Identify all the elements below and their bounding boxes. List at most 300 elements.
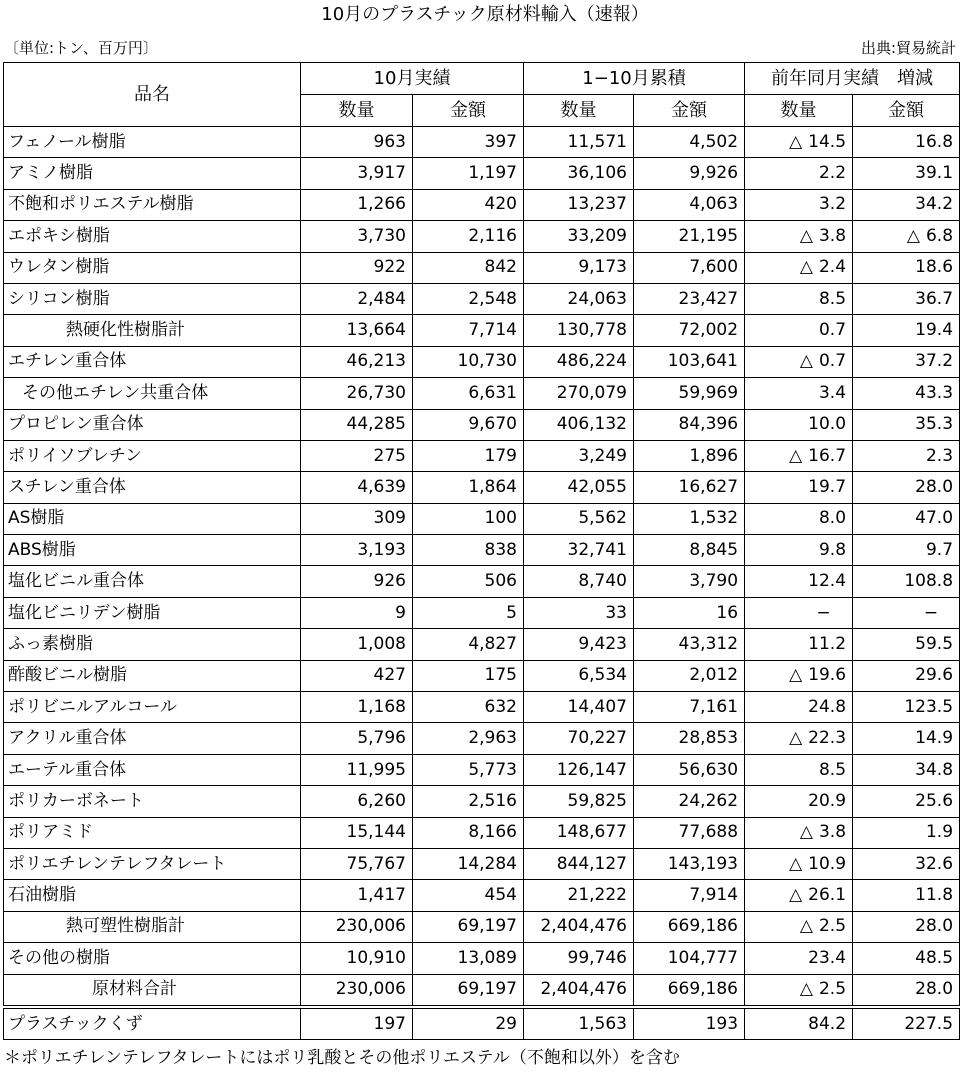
- change-value: 19.4: [915, 320, 954, 341]
- cumulative-amount-cell: 24,262: [634, 786, 745, 817]
- change-value: 26.1: [808, 885, 847, 906]
- item-name-cell: 熱硬化性樹脂計: [4, 315, 301, 346]
- month-quantity-cell: 46,213: [301, 346, 413, 377]
- month-amount-cell: 2,963: [413, 723, 524, 754]
- month-quantity-cell: 13,664: [301, 315, 413, 346]
- cumulative-quantity-cell: 33: [524, 597, 634, 628]
- change-amount-cell: [853, 817, 960, 848]
- change-quantity-cell: [745, 283, 853, 314]
- month-amount-cell: 13,089: [413, 943, 524, 974]
- change-amount-cell: [853, 535, 960, 566]
- change-amount-cell: [853, 911, 960, 942]
- month-amount-cell: 2,116: [413, 221, 524, 252]
- change-value: 8.0: [818, 508, 847, 529]
- change-quantity-cell: [745, 535, 853, 566]
- month-quantity-cell: 1,266: [301, 189, 413, 220]
- change-value: 8.5: [818, 759, 847, 780]
- change-amount-cell: [853, 597, 960, 628]
- change-quantity-cell: [745, 660, 853, 691]
- month-amount-cell: 842: [413, 252, 524, 283]
- change-amount-cell: [853, 472, 960, 503]
- decrease-mark: △: [789, 131, 803, 152]
- change-value: 14.5: [808, 131, 847, 152]
- table-row: [4, 911, 960, 942]
- table-row: [4, 189, 960, 220]
- change-value: 19.6: [808, 665, 847, 686]
- change-value: 2.5: [818, 979, 847, 1000]
- change-quantity-cell: [745, 880, 853, 911]
- item-name-cell: 酢酸ビニル樹脂: [4, 660, 301, 691]
- change-value: 20.9: [808, 790, 847, 811]
- cumulative-amount-cell: 143,193: [634, 848, 745, 879]
- change-amount-cell: [853, 848, 960, 879]
- item-name-cell: 原材料合計: [4, 974, 301, 1007]
- cumulative-quantity-cell: 126,147: [524, 754, 634, 785]
- change-value: 108.8: [904, 571, 954, 592]
- cumulative-quantity-cell: 2,404,476: [524, 911, 634, 942]
- cumulative-quantity-cell: 2,404,476: [524, 974, 634, 1007]
- change-quantity-cell: [745, 848, 853, 879]
- cumulative-amount-cell: 21,195: [634, 221, 745, 252]
- cumulative-amount-cell: 77,688: [634, 817, 745, 848]
- cumulative-quantity-cell: 486,224: [524, 346, 634, 377]
- change-value: 9.7: [925, 539, 954, 560]
- change-amount-cell: [853, 252, 960, 283]
- cumulative-quantity-cell: 6,534: [524, 660, 634, 691]
- cumulative-quantity-cell: 9,423: [524, 629, 634, 660]
- change-amount-cell: [853, 1007, 960, 1040]
- change-amount-cell: [853, 189, 960, 220]
- item-name-cell: ポリアミド: [4, 817, 301, 848]
- month-quantity-cell: 1,008: [301, 629, 413, 660]
- table-row: [4, 346, 960, 377]
- cumulative-amount-cell: 9,926: [634, 158, 745, 189]
- month-quantity-cell: 275: [301, 440, 413, 471]
- change-value: 28.0: [915, 916, 954, 937]
- footnote: ＊ポリエチレンテレフタレートにはポリ乳酸とその他ポリエステル（不飽和以外）を含む: [4, 1048, 680, 1068]
- change-value: 47.0: [915, 508, 954, 529]
- change-value: 43.3: [915, 382, 954, 403]
- item-name-cell: ふっ素樹脂: [4, 629, 301, 660]
- change-value: 19.7: [808, 476, 847, 497]
- change-value: 3.8: [818, 822, 847, 843]
- month-quantity-cell: 197: [301, 1007, 413, 1040]
- change-value: 11.8: [915, 885, 954, 906]
- table-row: [4, 127, 960, 158]
- decrease-mark: △: [799, 916, 813, 937]
- month-quantity-cell: 427: [301, 660, 413, 691]
- source-note: 出典:貿易統計: [860, 39, 956, 57]
- table-row: [4, 660, 960, 691]
- change-amount-cell: [853, 440, 960, 471]
- header-amount: 金額: [853, 95, 960, 127]
- change-value: 0.7: [818, 351, 847, 372]
- change-value: 28.0: [915, 476, 954, 497]
- change-amount-cell: [853, 409, 960, 440]
- table-row: [4, 786, 960, 817]
- change-amount-cell: [853, 283, 960, 314]
- month-amount-cell: 2,516: [413, 786, 524, 817]
- item-name-cell: フェノール樹脂: [4, 127, 301, 158]
- header-quantity: 数量: [745, 95, 853, 127]
- month-amount-cell: 8,166: [413, 817, 524, 848]
- month-amount-cell: 5,773: [413, 754, 524, 785]
- change-value: 34.2: [915, 194, 954, 215]
- change-value: 11.2: [808, 633, 847, 654]
- table-row: [4, 597, 960, 628]
- item-name-cell: エチレン重合体: [4, 346, 301, 377]
- cumulative-quantity-cell: 130,778: [524, 315, 634, 346]
- month-amount-cell: 5: [413, 597, 524, 628]
- change-value: 16.8: [915, 131, 954, 152]
- decrease-mark: △: [789, 445, 803, 466]
- change-quantity-cell: [745, 315, 853, 346]
- change-quantity-cell: [745, 692, 853, 723]
- cumulative-amount-cell: 103,641: [634, 346, 745, 377]
- header-quantity: 数量: [524, 95, 634, 127]
- decrease-mark: △: [799, 225, 813, 246]
- change-value: 34.8: [915, 759, 954, 780]
- change-amount-cell: [853, 158, 960, 189]
- change-value: 18.6: [915, 257, 954, 278]
- change-quantity-cell: [745, 1007, 853, 1040]
- cumulative-amount-cell: 7,600: [634, 252, 745, 283]
- month-amount-cell: 838: [413, 535, 524, 566]
- month-quantity-cell: 922: [301, 252, 413, 283]
- cumulative-quantity-cell: 9,173: [524, 252, 634, 283]
- table-row: [4, 158, 960, 189]
- change-amount-cell: [853, 221, 960, 252]
- item-name-cell: ポリイソブレチン: [4, 440, 301, 471]
- month-quantity-cell: 75,767: [301, 848, 413, 879]
- header-quantity: 数量: [301, 95, 413, 127]
- month-quantity-cell: 26,730: [301, 378, 413, 409]
- change-value: 23.4: [808, 947, 847, 968]
- change-quantity-cell: [745, 346, 853, 377]
- cumulative-amount-cell: 84,396: [634, 409, 745, 440]
- cumulative-amount-cell: 4,502: [634, 127, 745, 158]
- change-value: 29.6: [915, 665, 954, 686]
- change-value: 24.8: [808, 696, 847, 717]
- cumulative-quantity-cell: 270,079: [524, 378, 634, 409]
- cumulative-amount-cell: 43,312: [634, 629, 745, 660]
- change-value: 35.3: [915, 414, 954, 435]
- cumulative-amount-cell: 1,532: [634, 503, 745, 534]
- month-quantity-cell: 963: [301, 127, 413, 158]
- change-value: 2.5: [818, 916, 847, 937]
- change-quantity-cell: [745, 723, 853, 754]
- item-name-cell: 塩化ビニリデン樹脂: [4, 597, 301, 628]
- change-value: 9.8: [818, 539, 847, 560]
- cumulative-quantity-cell: 14,407: [524, 692, 634, 723]
- header-yoy-change: 前年同月実績 増減: [745, 63, 960, 95]
- item-name-cell: プラスチックくず: [4, 1007, 301, 1040]
- month-amount-cell: 6,631: [413, 378, 524, 409]
- change-value: 36.7: [915, 288, 954, 309]
- month-quantity-cell: 6,260: [301, 786, 413, 817]
- change-value: 3.2: [818, 194, 847, 215]
- month-amount-cell: 69,197: [413, 974, 524, 1007]
- cumulative-amount-cell: 669,186: [634, 974, 745, 1007]
- change-value: 32.6: [915, 853, 954, 874]
- change-value: 227.5: [904, 1013, 954, 1034]
- header-cumulative: 1−10月累積: [524, 63, 745, 95]
- change-amount-cell: [853, 503, 960, 534]
- month-quantity-cell: 10,910: [301, 943, 413, 974]
- change-quantity-cell: [745, 911, 853, 942]
- item-name-cell: シリコン樹脂: [4, 283, 301, 314]
- month-amount-cell: 69,197: [413, 911, 524, 942]
- change-amount-cell: [853, 880, 960, 911]
- month-amount-cell: 29: [413, 1007, 524, 1040]
- change-value: 123.5: [904, 696, 954, 717]
- item-name-cell: エポキシ樹脂: [4, 221, 301, 252]
- decrease-mark: △: [789, 853, 803, 874]
- cumulative-amount-cell: 16: [634, 597, 745, 628]
- cumulative-amount-cell: 7,161: [634, 692, 745, 723]
- cumulative-quantity-cell: 59,825: [524, 786, 634, 817]
- month-quantity-cell: 309: [301, 503, 413, 534]
- table-row: [4, 472, 960, 503]
- cumulative-amount-cell: 4,063: [634, 189, 745, 220]
- item-name-cell: ポリエチレンテレフタレート: [4, 848, 301, 879]
- cumulative-quantity-cell: 406,132: [524, 409, 634, 440]
- table-row: [4, 535, 960, 566]
- month-quantity-cell: 4,639: [301, 472, 413, 503]
- page-title: 10月のプラスチック原材料輸入（速報）: [321, 4, 649, 25]
- change-value: 12.4: [808, 571, 847, 592]
- month-amount-cell: 632: [413, 692, 524, 723]
- month-amount-cell: 420: [413, 189, 524, 220]
- change-value: 48.5: [915, 947, 954, 968]
- header-item-name: 品名: [4, 63, 301, 127]
- change-amount-cell: [853, 629, 960, 660]
- change-quantity-cell: [745, 221, 853, 252]
- month-amount-cell: 9,670: [413, 409, 524, 440]
- item-name-cell: プロピレン重合体: [4, 409, 301, 440]
- month-amount-cell: 397: [413, 127, 524, 158]
- table-row: [4, 315, 960, 346]
- cumulative-amount-cell: 3,790: [634, 566, 745, 597]
- month-amount-cell: 10,730: [413, 346, 524, 377]
- month-quantity-cell: 44,285: [301, 409, 413, 440]
- month-amount-cell: 4,827: [413, 629, 524, 660]
- decrease-mark: △: [906, 225, 920, 246]
- change-value: 2.2: [818, 163, 847, 184]
- change-value: 6.8: [925, 225, 954, 246]
- change-value: 1.9: [925, 822, 954, 843]
- item-name-cell: その他の樹脂: [4, 943, 301, 974]
- item-name-cell: エーテル重合体: [4, 754, 301, 785]
- item-name-cell: ポリビニルアルコール: [4, 692, 301, 723]
- month-quantity-cell: 15,144: [301, 817, 413, 848]
- item-name-cell: AS樹脂: [4, 503, 301, 534]
- table-row: [4, 943, 960, 974]
- item-name-cell: アミノ樹脂: [4, 158, 301, 189]
- decrease-mark: △: [789, 728, 803, 749]
- change-quantity-cell: [745, 252, 853, 283]
- month-quantity-cell: 5,796: [301, 723, 413, 754]
- item-name-cell: 熱可塑性樹脂計: [4, 911, 301, 942]
- item-name-cell: ウレタン樹脂: [4, 252, 301, 283]
- month-amount-cell: 179: [413, 440, 524, 471]
- cumulative-quantity-cell: 36,106: [524, 158, 634, 189]
- change-quantity-cell: [745, 629, 853, 660]
- change-value: 14.9: [915, 728, 954, 749]
- cumulative-amount-cell: 669,186: [634, 911, 745, 942]
- month-quantity-cell: 230,006: [301, 911, 413, 942]
- table-header: [4, 63, 960, 127]
- cumulative-quantity-cell: 5,562: [524, 503, 634, 534]
- change-quantity-cell: [745, 943, 853, 974]
- cumulative-quantity-cell: 11,571: [524, 127, 634, 158]
- change-value: −: [816, 602, 831, 623]
- header-month-actual: 10月実績: [301, 63, 524, 95]
- change-value: 0.7: [818, 320, 847, 341]
- change-amount-cell: [853, 346, 960, 377]
- change-quantity-cell: [745, 409, 853, 440]
- item-name-cell: ABS樹脂: [4, 535, 301, 566]
- change-value: 3.4: [818, 382, 847, 403]
- change-quantity-cell: [745, 189, 853, 220]
- decrease-mark: △: [799, 979, 813, 1000]
- item-name-cell: 石油樹脂: [4, 880, 301, 911]
- month-amount-cell: 2,548: [413, 283, 524, 314]
- month-amount-cell: 7,714: [413, 315, 524, 346]
- change-quantity-cell: [745, 566, 853, 597]
- table-row: [4, 1007, 960, 1040]
- month-quantity-cell: 3,730: [301, 221, 413, 252]
- change-value: 28.0: [915, 979, 954, 1000]
- cumulative-quantity-cell: 33,209: [524, 221, 634, 252]
- cumulative-quantity-cell: 99,746: [524, 943, 634, 974]
- decrease-mark: △: [799, 351, 813, 372]
- month-amount-cell: 100: [413, 503, 524, 534]
- month-quantity-cell: 3,193: [301, 535, 413, 566]
- change-value: 37.2: [915, 351, 954, 372]
- cumulative-amount-cell: 104,777: [634, 943, 745, 974]
- change-amount-cell: [853, 754, 960, 785]
- table-row: [4, 440, 960, 471]
- table-row: [4, 692, 960, 723]
- unit-note: 〔単位:トン、百万円〕: [4, 39, 158, 57]
- change-value: 10.0: [808, 414, 847, 435]
- table-row: [4, 817, 960, 848]
- change-amount-cell: [853, 943, 960, 974]
- import-table: [3, 62, 960, 1040]
- cumulative-quantity-cell: 24,063: [524, 283, 634, 314]
- change-value: 84.2: [808, 1013, 847, 1034]
- month-amount-cell: 454: [413, 880, 524, 911]
- header-amount: 金額: [634, 95, 745, 127]
- cumulative-amount-cell: 56,630: [634, 754, 745, 785]
- cumulative-amount-cell: 23,427: [634, 283, 745, 314]
- header-amount: 金額: [413, 95, 524, 127]
- table-row: [4, 974, 960, 1007]
- cumulative-amount-cell: 72,002: [634, 315, 745, 346]
- cumulative-amount-cell: 8,845: [634, 535, 745, 566]
- month-amount-cell: 14,284: [413, 848, 524, 879]
- change-value: 25.6: [915, 790, 954, 811]
- cumulative-quantity-cell: 32,741: [524, 535, 634, 566]
- item-name-cell: アクリル重合体: [4, 723, 301, 754]
- month-amount-cell: 506: [413, 566, 524, 597]
- change-amount-cell: [853, 786, 960, 817]
- table-row: [4, 503, 960, 534]
- cumulative-quantity-cell: 13,237: [524, 189, 634, 220]
- change-quantity-cell: [745, 440, 853, 471]
- cumulative-quantity-cell: 148,677: [524, 817, 634, 848]
- item-name-cell: その他エチレン共重合体: [4, 378, 301, 409]
- table-row: [4, 566, 960, 597]
- table-row: [4, 880, 960, 911]
- change-value: 16.7: [808, 445, 847, 466]
- change-amount-cell: [853, 692, 960, 723]
- change-quantity-cell: [745, 503, 853, 534]
- table-row: [4, 723, 960, 754]
- cumulative-quantity-cell: 844,127: [524, 848, 634, 879]
- item-name-cell: 不飽和ポリエステル樹脂: [4, 189, 301, 220]
- change-quantity-cell: [745, 754, 853, 785]
- change-value: 3.8: [818, 225, 847, 246]
- table-row: [4, 221, 960, 252]
- cumulative-quantity-cell: 8,740: [524, 566, 634, 597]
- table-row: [4, 629, 960, 660]
- cumulative-quantity-cell: 70,227: [524, 723, 634, 754]
- change-quantity-cell: [745, 158, 853, 189]
- cumulative-amount-cell: 16,627: [634, 472, 745, 503]
- month-amount-cell: 1,197: [413, 158, 524, 189]
- cumulative-amount-cell: 193: [634, 1007, 745, 1040]
- change-value: 39.1: [915, 163, 954, 184]
- change-value: 8.5: [818, 288, 847, 309]
- change-quantity-cell: [745, 597, 853, 628]
- month-quantity-cell: 926: [301, 566, 413, 597]
- change-amount-cell: [853, 315, 960, 346]
- table-row: [4, 252, 960, 283]
- table-row: [4, 409, 960, 440]
- change-amount-cell: [853, 566, 960, 597]
- table-row: [4, 754, 960, 785]
- table-row: [4, 848, 960, 879]
- change-value: 2.3: [925, 445, 954, 466]
- change-amount-cell: [853, 974, 960, 1007]
- cumulative-amount-cell: 7,914: [634, 880, 745, 911]
- table-body: [4, 127, 960, 1040]
- change-value: 10.9: [808, 853, 847, 874]
- month-quantity-cell: 1,417: [301, 880, 413, 911]
- table-row: [4, 283, 960, 314]
- change-quantity-cell: [745, 817, 853, 848]
- cumulative-quantity-cell: 42,055: [524, 472, 634, 503]
- month-amount-cell: 175: [413, 660, 524, 691]
- change-value: 22.3: [808, 728, 847, 749]
- cumulative-quantity-cell: 1,563: [524, 1007, 634, 1040]
- month-quantity-cell: 1,168: [301, 692, 413, 723]
- item-name-cell: スチレン重合体: [4, 472, 301, 503]
- change-amount-cell: [853, 127, 960, 158]
- month-quantity-cell: 11,995: [301, 754, 413, 785]
- change-amount-cell: [853, 378, 960, 409]
- change-value: 59.5: [915, 633, 954, 654]
- cumulative-amount-cell: 1,896: [634, 440, 745, 471]
- month-quantity-cell: 3,917: [301, 158, 413, 189]
- cumulative-quantity-cell: 21,222: [524, 880, 634, 911]
- change-quantity-cell: [745, 472, 853, 503]
- decrease-mark: △: [789, 665, 803, 686]
- change-value: −: [923, 602, 939, 623]
- item-name-cell: ポリカーボネート: [4, 786, 301, 817]
